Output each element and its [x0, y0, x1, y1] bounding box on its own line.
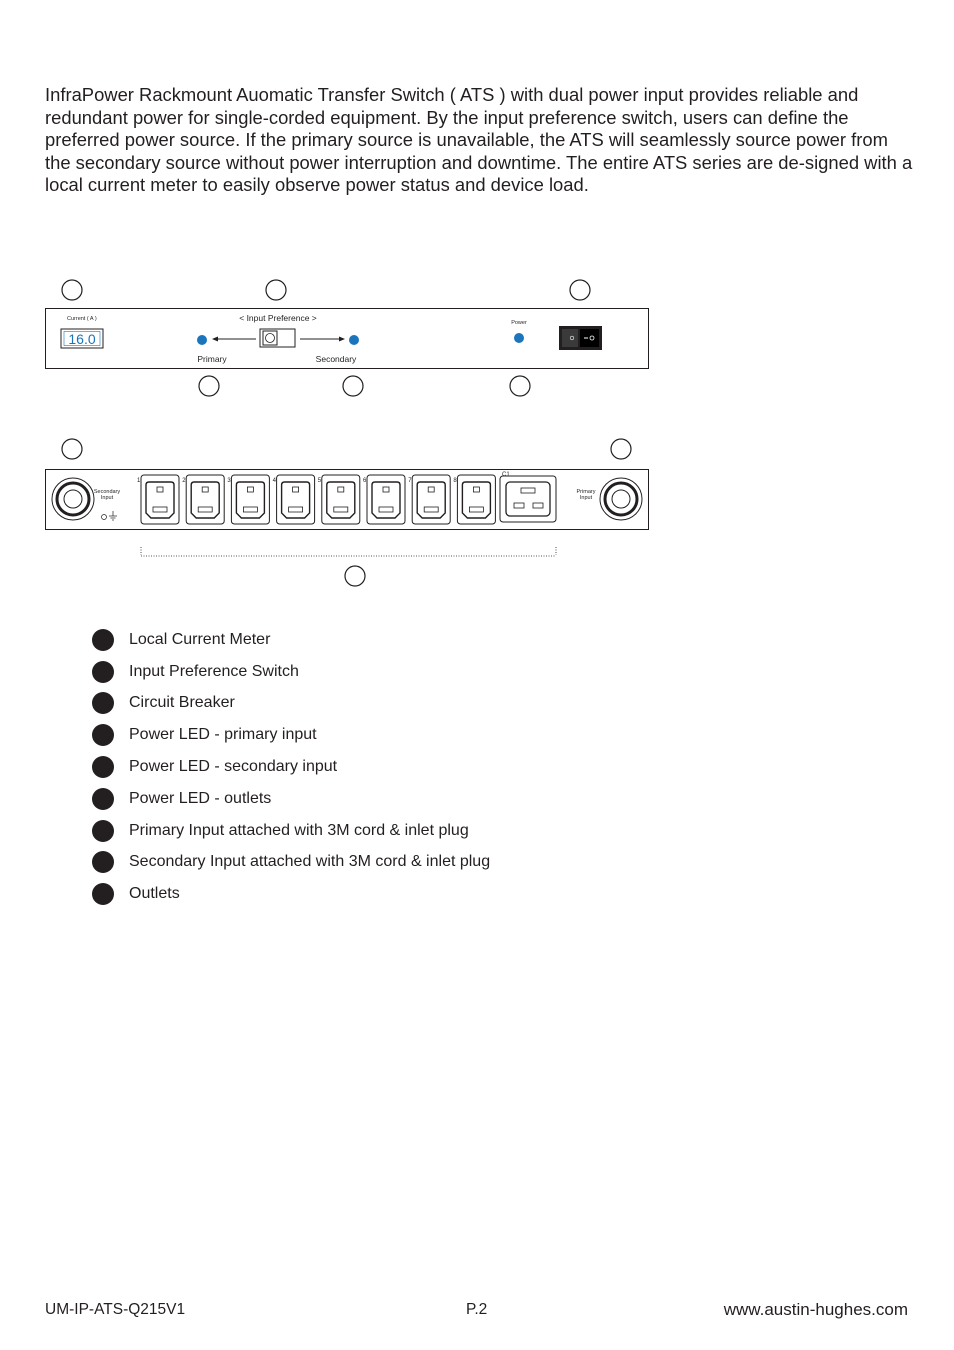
outlet-c13 [363, 475, 405, 524]
outlet-number: 6 [363, 478, 367, 484]
outlet-number: 4 [272, 478, 276, 484]
legend-item: Circuit Breaker [92, 688, 490, 720]
website-link[interactable]: www.austin-hughes.com [723, 1300, 908, 1319]
secondary-led [349, 335, 359, 345]
callout-circle [199, 376, 219, 396]
outlet-c13 [453, 475, 495, 524]
outlet-c13 [408, 475, 450, 524]
power-led-outlets [514, 333, 524, 343]
outlets-bracket [141, 547, 556, 556]
callout-circle [266, 280, 286, 300]
callout-circle [510, 376, 530, 396]
doc-id: UM-IP-ATS-Q215V1 [45, 1301, 186, 1318]
c1-label: C1 [502, 472, 510, 478]
primary-input-label-line1: Primary [576, 489, 596, 495]
legend-bullet [92, 724, 114, 746]
legend-bullet [92, 629, 114, 651]
power-label: Power [511, 320, 527, 326]
legend-item: Input Preference Switch [92, 656, 490, 688]
legend-item: Primary Input attached with 3M cord & inlet plug [92, 815, 490, 847]
callout-circle [611, 439, 631, 459]
outlet-c13 [318, 475, 360, 524]
outlet-c13 [137, 475, 179, 524]
callout-circle [345, 566, 365, 586]
legend-item: Local Current Meter [92, 624, 490, 656]
front-panel [46, 309, 649, 369]
callout-circle [62, 439, 82, 459]
legend-bullet [92, 788, 114, 810]
input-preference-label: < Input Preference > [239, 313, 317, 323]
legend-item: Power LED - primary input [92, 719, 490, 751]
secondary-input-label-line1: Secondary [93, 489, 121, 495]
outlet-c13 [227, 475, 269, 524]
outlet-c13 [273, 475, 315, 524]
primary-input-label-line2: Input [579, 495, 593, 501]
legend-list [92, 624, 490, 910]
outlet-number: 5 [317, 478, 322, 484]
legend-bullet [92, 851, 114, 873]
legend-bullet [92, 883, 114, 905]
outlet-number: 8 [453, 478, 457, 484]
legend-item: Power LED - secondary input [92, 751, 490, 783]
legend-item: Secondary Input attached with 3M cord & inlet plug [92, 847, 490, 879]
outlet-number: 7 [408, 478, 412, 484]
callout-circle [570, 280, 590, 300]
current-label: Current ( A ) [67, 316, 97, 322]
legend-bullet [92, 661, 114, 683]
outlet-number: 3 [227, 478, 231, 484]
outlet-number: 1 [137, 478, 141, 484]
legend-bullet [92, 692, 114, 714]
legend-bullet [92, 820, 114, 842]
outlet-number: 2 [182, 478, 186, 484]
rear-panel [46, 470, 649, 530]
primary-led [197, 335, 207, 345]
page-number: P.2 [466, 1301, 488, 1318]
outlet-c13 [182, 475, 224, 524]
intro-paragraph: InfraPower Rackmount Auomatic Transfer Switch ( ATS ) with dual power input provides reliable and redundant power for single-corded equipment. By the input preference switch, users can define the preferred power source. If the primary source is unavailable, the ATS will seamlessly source power from the secondary source without power interruption and downtime. The entire ATS series are de-signed with a local current meter to easily observe power status and device load. [45, 84, 913, 196]
ats-diagram [0, 0, 954, 600]
secondary-label: Secondary [315, 354, 357, 364]
callout-circle [343, 376, 363, 396]
legend-bullet [92, 756, 114, 778]
current-value: 16.0 [68, 331, 96, 347]
legend-item: Power LED - outlets [92, 783, 490, 815]
primary-label: Primary [197, 354, 227, 364]
secondary-input-label-line2: Input [100, 495, 114, 501]
callout-circle [62, 280, 82, 300]
legend-item: Outlets [92, 878, 490, 910]
